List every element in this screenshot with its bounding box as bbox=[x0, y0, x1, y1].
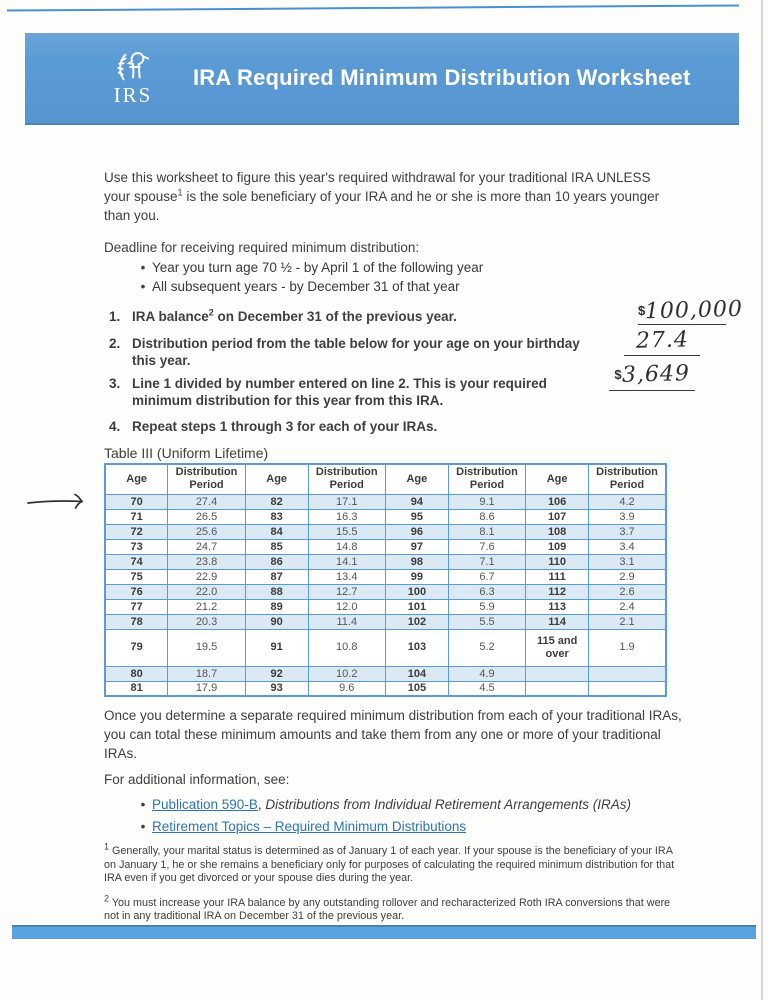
deadline-label: Deadline for receiving required minimum distribution: bbox=[104, 240, 420, 255]
distribution-period-cell: 4.9 bbox=[448, 666, 525, 681]
distribution-period-cell: 3.9 bbox=[589, 509, 666, 524]
age-cell: 85 bbox=[245, 539, 308, 554]
table-row bbox=[105, 539, 666, 554]
header-bar bbox=[25, 33, 739, 125]
bullet-icon: • bbox=[140, 279, 146, 294]
age-cell: 102 bbox=[385, 614, 448, 629]
age-cell: 87 bbox=[245, 569, 308, 584]
table-row bbox=[105, 629, 666, 666]
age-cell: 82 bbox=[245, 494, 308, 509]
age-cell: 98 bbox=[385, 554, 448, 569]
answer-line-ira-balance: $100,000 bbox=[638, 296, 744, 325]
list-item: • Publication 590-B, Distributions from Individual Retirement Arrangements (IRAs) bbox=[104, 796, 644, 814]
table-header-cell: Age bbox=[105, 464, 168, 494]
distribution-period-cell: 3.4 bbox=[589, 539, 666, 554]
age-cell: 77 bbox=[105, 599, 168, 614]
logo-text: IRS bbox=[113, 83, 153, 107]
age-cell: 81 bbox=[105, 681, 168, 696]
distribution-period-cell: 4.5 bbox=[448, 681, 525, 696]
distribution-period-cell: 18.7 bbox=[168, 666, 245, 681]
age-cell: 103 bbox=[385, 629, 448, 666]
distribution-period-cell: 3.1 bbox=[589, 554, 666, 569]
age-cell: 95 bbox=[385, 509, 448, 524]
age-cell: 73 bbox=[105, 539, 168, 554]
table-header-cell: Age bbox=[245, 464, 308, 494]
age-cell: 72 bbox=[105, 524, 168, 539]
content-column bbox=[104, 168, 744, 924]
distribution-period-cell: 25.6 bbox=[168, 524, 245, 539]
table-row bbox=[105, 524, 666, 539]
age-cell: 105 bbox=[385, 681, 448, 696]
age-cell: 101 bbox=[385, 599, 448, 614]
answer-line-distribution-period bbox=[624, 328, 700, 356]
table-row bbox=[105, 554, 666, 569]
age-cell: 78 bbox=[105, 614, 168, 629]
irs-logo bbox=[101, 50, 165, 106]
age-cell: 75 bbox=[105, 569, 168, 584]
distribution-period-cell: 5.2 bbox=[448, 629, 525, 666]
distribution-period-cell: 8.1 bbox=[448, 524, 525, 539]
age-cell: 92 bbox=[245, 666, 308, 681]
intro-paragraph: Use this worksheet to figure this year's required withdrawal for your traditional IRA UNLESS your spouse$^1$ is the sole beneficiary of your IRA and he or she is more than 10 years younger than you. bbox=[104, 170, 660, 223]
distribution-period-cell: 14.1 bbox=[308, 554, 385, 569]
distribution-period-cell bbox=[589, 666, 666, 681]
distribution-period-cell: 5.5 bbox=[448, 614, 525, 629]
distribution-period-cell: 5.9 bbox=[448, 599, 525, 614]
bullet-icon: • bbox=[140, 260, 146, 275]
distribution-period-cell: 9.6 bbox=[308, 681, 385, 696]
distribution-period-cell: 7.6 bbox=[448, 539, 525, 554]
age-cell: 97 bbox=[385, 539, 448, 554]
age-cell: 115 and over bbox=[526, 629, 589, 666]
distribution-period-cell: 6.7 bbox=[448, 569, 525, 584]
table-header-cell: Age bbox=[526, 464, 589, 494]
distribution-period-cell: 26.5 bbox=[168, 509, 245, 524]
distribution-period-cell: 3.7 bbox=[589, 524, 666, 539]
step-text: Line 1 divided by number entered on line 2. This is your required minimum distribution for this year from this IRA. bbox=[132, 376, 547, 408]
handwritten-value: 27.4 bbox=[635, 327, 689, 354]
step-item-3 bbox=[104, 375, 594, 409]
age-cell: 114 bbox=[526, 614, 589, 629]
irs-eagle-icon bbox=[114, 50, 152, 84]
age-cell bbox=[526, 681, 589, 696]
age-cell: 91 bbox=[245, 629, 308, 666]
distribution-period-cell: 2.4 bbox=[589, 599, 666, 614]
table-row bbox=[105, 494, 666, 509]
distribution-period-cell: 12.0 bbox=[308, 599, 385, 614]
list-item bbox=[104, 818, 644, 836]
distribution-period-cell: 17.9 bbox=[168, 681, 245, 696]
distribution-period-cell: 15.5 bbox=[308, 524, 385, 539]
age-cell: 70 bbox=[105, 494, 168, 509]
table-row bbox=[105, 614, 666, 629]
table-header-cell: Distribution Period bbox=[168, 464, 245, 494]
distribution-period-cell: 21.2 bbox=[168, 599, 245, 614]
age-cell: 109 bbox=[526, 539, 589, 554]
step-number: 3. bbox=[109, 376, 121, 391]
age-cell: 83 bbox=[245, 509, 308, 524]
distribution-period-cell: 16.3 bbox=[308, 509, 385, 524]
step-text: IRA balance$^2$ on December 31 of the previous year. bbox=[132, 307, 457, 324]
distribution-period-cell: 10.2 bbox=[308, 666, 385, 681]
footnote-2: $^2$ You must increase your IRA balance by any outstanding rollover and recharacterized Roth IRA conversions that were not in any traditional IRA on December 31 of the previous year. bbox=[104, 892, 671, 922]
distribution-period-cell: 22.9 bbox=[168, 569, 245, 584]
list-item: • Year you turn age 70 ½ - by April 1 of the following year bbox=[104, 258, 672, 277]
distribution-period-cell: 24.7 bbox=[168, 539, 245, 554]
distribution-period-cell bbox=[589, 681, 666, 696]
step-text: Repeat steps 1 through 3 for each of your IRAs. bbox=[132, 419, 438, 434]
distribution-period-cell: 23.8 bbox=[168, 554, 245, 569]
age-cell: 76 bbox=[105, 584, 168, 599]
table-row bbox=[105, 584, 666, 599]
bullet-icon: • bbox=[140, 819, 146, 834]
age-cell: 71 bbox=[105, 509, 168, 524]
bullet-icon: • bbox=[140, 797, 146, 812]
page-title: IRA Required Minimum Distribution Worksheet bbox=[193, 65, 691, 90]
age-cell: 80 bbox=[105, 666, 168, 681]
distribution-period-cell: 4.2 bbox=[589, 494, 666, 509]
distribution-period-cell: 7.1 bbox=[448, 554, 525, 569]
link-description: Distributions from Individual Retirement Arrangements (IRAs) bbox=[265, 797, 631, 812]
distribution-period-cell: 6.3 bbox=[448, 584, 525, 599]
age-cell: 94 bbox=[385, 494, 448, 509]
distribution-period-cell: 22.0 bbox=[168, 584, 245, 599]
age-cell: 90 bbox=[245, 614, 308, 629]
age-cell: 111 bbox=[526, 569, 589, 584]
step-item-4 bbox=[104, 418, 594, 435]
table-section bbox=[104, 445, 672, 697]
step-number: 1. bbox=[109, 309, 121, 324]
handwritten-value: 100,000 bbox=[644, 296, 744, 325]
age-cell: 93 bbox=[245, 681, 308, 696]
links-list bbox=[104, 796, 672, 836]
steps-list bbox=[104, 308, 672, 435]
age-cell: 100 bbox=[385, 584, 448, 599]
list-item: • All subsequent years - by December 31 of that year bbox=[104, 277, 672, 296]
distribution-period-cell: 10.8 bbox=[308, 629, 385, 666]
distribution-period-cell: 11.4 bbox=[308, 614, 385, 629]
age-cell: 99 bbox=[385, 569, 448, 584]
distribution-period-cell: 20.3 bbox=[168, 614, 245, 629]
publication-590b-link[interactable]: Publication 590-B bbox=[152, 797, 258, 812]
age-cell: 79 bbox=[105, 629, 168, 666]
step-number: 2. bbox=[109, 336, 121, 351]
age-cell: 106 bbox=[526, 494, 589, 509]
table-row bbox=[105, 569, 666, 584]
table-header-cell: Age bbox=[385, 464, 448, 494]
table-row bbox=[105, 509, 666, 524]
distribution-period-cell: 2.6 bbox=[589, 584, 666, 599]
table-header-cell: Distribution Period bbox=[448, 464, 525, 494]
age-cell: 108 bbox=[526, 524, 589, 539]
table-head bbox=[105, 464, 666, 494]
distribution-period-cell: 12.7 bbox=[308, 584, 385, 599]
table-caption: Table III (Uniform Lifetime) bbox=[104, 445, 269, 461]
age-cell bbox=[526, 666, 589, 681]
distribution-period-cell: 8.6 bbox=[448, 509, 525, 524]
distribution-period-cell: 2.9 bbox=[589, 569, 666, 584]
age-cell: 113 bbox=[526, 599, 589, 614]
footnote-ref-1: 1 bbox=[177, 187, 183, 198]
scan-edge-shadow bbox=[761, 0, 763, 1000]
distribution-period-cell: 9.1 bbox=[448, 494, 525, 509]
table-row bbox=[105, 681, 666, 696]
age-cell: 88 bbox=[245, 584, 308, 599]
handwritten-value: 3,649 bbox=[621, 361, 690, 388]
age-cell: 107 bbox=[526, 509, 589, 524]
after-table-paragraph: Once you determine a separate required minimum distribution from each of your traditional IRAs, you can total these minimum amounts and take them from any one or more of your traditional IRAs. bbox=[104, 708, 682, 761]
age-cell: 89 bbox=[245, 599, 308, 614]
answer-line-required-minimum: $3,649 bbox=[609, 362, 695, 391]
table-body bbox=[105, 494, 666, 696]
step-text: Distribution period from the table below for your age on your birthday this year. bbox=[132, 336, 580, 368]
age-cell: 96 bbox=[385, 524, 448, 539]
step-number: 4. bbox=[109, 419, 121, 434]
step-item-1 bbox=[104, 308, 594, 325]
distribution-period-cell: 1.9 bbox=[589, 629, 666, 666]
distribution-period-cell: 2.1 bbox=[589, 614, 666, 629]
footnote-1: $^1$ Generally, your marital status is determined as of January 1 of each year. If your spouse is the beneficiary of your IRA on January 1, he or she remains a beneficiary only for purposes of calculating the required minimum distribution for that IRA even if you get divorced or your spouse dies during the year. bbox=[104, 841, 675, 884]
table-row bbox=[105, 666, 666, 681]
footnote-ref-2: 2 bbox=[208, 307, 214, 318]
age-cell: 104 bbox=[385, 666, 448, 681]
scan-top-line bbox=[7, 4, 739, 11]
age-cell: 74 bbox=[105, 554, 168, 569]
age-cell: 84 bbox=[245, 524, 308, 539]
footer-bar bbox=[12, 925, 756, 939]
table-header-row bbox=[105, 464, 666, 494]
table-header-cell: Distribution Period bbox=[308, 464, 385, 494]
deadline-list bbox=[104, 258, 672, 296]
distribution-period-cell: 19.5 bbox=[168, 629, 245, 666]
table-header-cell: Distribution Period bbox=[589, 464, 666, 494]
age-cell: 86 bbox=[245, 554, 308, 569]
distribution-period-cell: 13.4 bbox=[308, 569, 385, 584]
retirement-topics-link[interactable]: Retirement Topics – Required Minimum Distributions bbox=[152, 819, 467, 834]
age-cell: 112 bbox=[526, 584, 589, 599]
age-cell: 110 bbox=[526, 554, 589, 569]
distribution-period-cell: 14.8 bbox=[308, 539, 385, 554]
distribution-period-cell: 17.1 bbox=[308, 494, 385, 509]
uniform-lifetime-table bbox=[104, 463, 667, 697]
handwritten-arrow-icon bbox=[24, 492, 94, 510]
table-row bbox=[105, 599, 666, 614]
additional-info-label: For additional information, see: bbox=[104, 772, 290, 787]
distribution-period-cell: 27.4 bbox=[168, 494, 245, 509]
step-item-2 bbox=[104, 335, 594, 369]
